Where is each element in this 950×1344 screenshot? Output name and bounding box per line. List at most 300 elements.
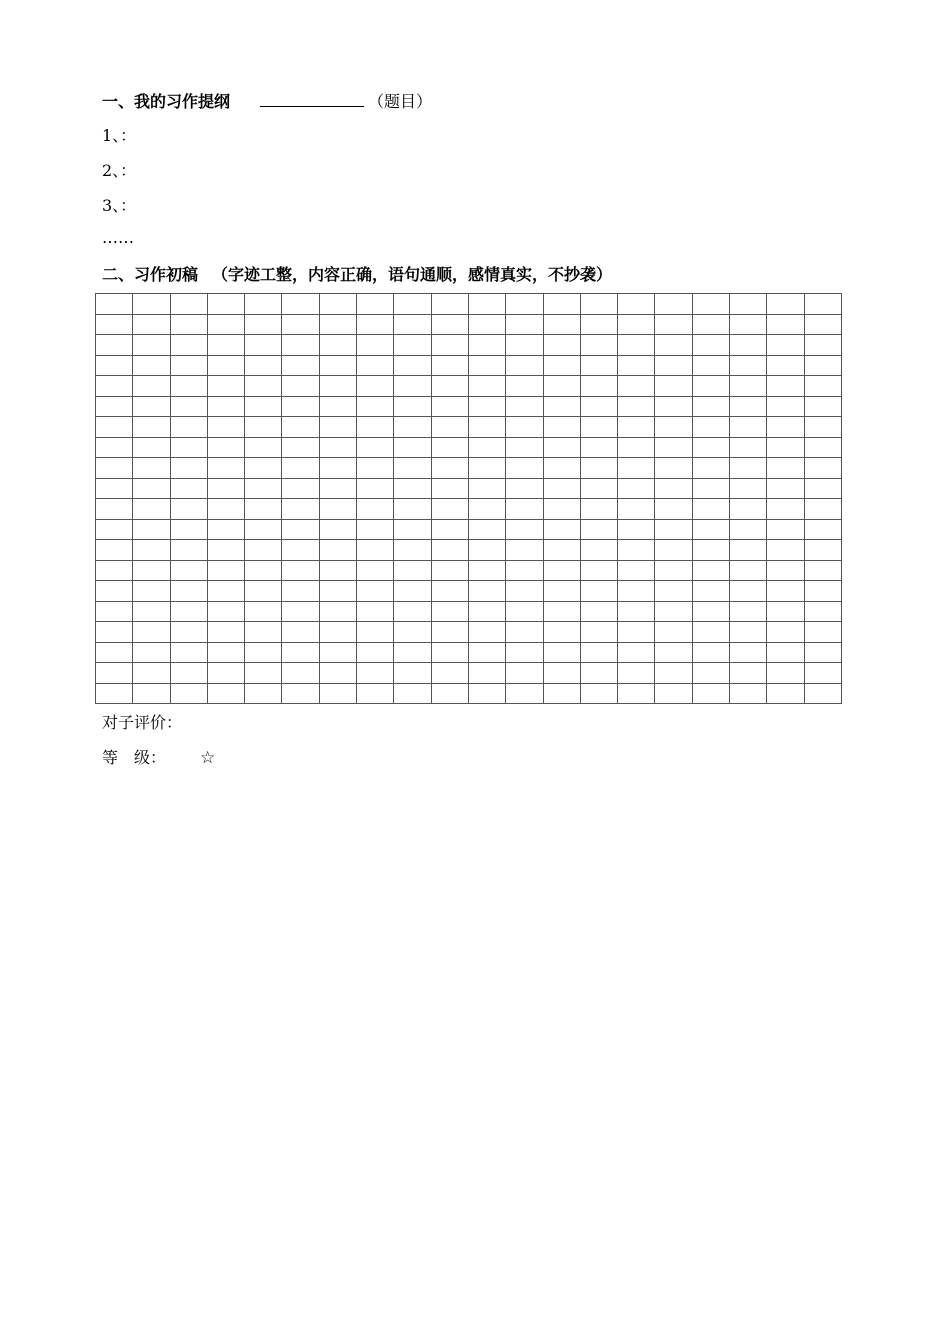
grid-cell[interactable]: [96, 294, 133, 315]
grid-cell[interactable]: [618, 335, 655, 356]
grid-cell[interactable]: [804, 396, 841, 417]
grid-cell[interactable]: [468, 560, 505, 581]
grid-cell[interactable]: [357, 294, 394, 315]
grid-cell[interactable]: [767, 314, 804, 335]
grid-cell[interactable]: [506, 458, 543, 479]
grid-cell[interactable]: [618, 560, 655, 581]
grid-cell[interactable]: [804, 437, 841, 458]
grid-cell[interactable]: [543, 601, 580, 622]
grid-cell[interactable]: [357, 683, 394, 704]
grid-cell[interactable]: [282, 294, 319, 315]
grid-cell[interactable]: [431, 335, 468, 356]
grid-cell[interactable]: [692, 663, 729, 684]
grid-cell[interactable]: [468, 294, 505, 315]
grid-cell[interactable]: [804, 601, 841, 622]
grid-cell[interactable]: [692, 417, 729, 438]
grid-cell[interactable]: [804, 540, 841, 561]
grid-cell[interactable]: [655, 478, 692, 499]
grid-cell[interactable]: [319, 683, 356, 704]
grid-cell[interactable]: [692, 335, 729, 356]
grid-cell[interactable]: [468, 437, 505, 458]
grid-cell[interactable]: [506, 294, 543, 315]
grid-cell[interactable]: [767, 335, 804, 356]
grid-cell[interactable]: [133, 683, 170, 704]
grid-cell[interactable]: [730, 396, 767, 417]
grid-cell[interactable]: [543, 437, 580, 458]
grid-cell[interactable]: [170, 622, 207, 643]
grid-cell[interactable]: [245, 540, 282, 561]
grid-cell[interactable]: [245, 458, 282, 479]
grid-cell[interactable]: [804, 683, 841, 704]
grid-cell[interactable]: [170, 581, 207, 602]
grid-cell[interactable]: [730, 335, 767, 356]
grid-cell[interactable]: [96, 642, 133, 663]
grid-cell[interactable]: [319, 642, 356, 663]
grid-cell[interactable]: [170, 601, 207, 622]
grid-cell[interactable]: [767, 622, 804, 643]
grid-cell[interactable]: [767, 396, 804, 417]
grid-cell[interactable]: [468, 396, 505, 417]
grid-cell[interactable]: [357, 642, 394, 663]
grid-cell[interactable]: [133, 335, 170, 356]
grid-cell[interactable]: [282, 396, 319, 417]
grid-cell[interactable]: [431, 355, 468, 376]
grid-cell[interactable]: [543, 622, 580, 643]
grid-cell[interactable]: [319, 540, 356, 561]
grid-cell[interactable]: [506, 622, 543, 643]
grid-cell[interactable]: [692, 540, 729, 561]
grid-cell[interactable]: [245, 683, 282, 704]
grid-cell[interactable]: [730, 601, 767, 622]
grid-cell[interactable]: [431, 581, 468, 602]
grid-cell[interactable]: [245, 560, 282, 581]
grid-cell[interactable]: [282, 581, 319, 602]
grid-cell[interactable]: [170, 663, 207, 684]
grid-cell[interactable]: [170, 294, 207, 315]
grid-cell[interactable]: [468, 663, 505, 684]
grid-cell[interactable]: [580, 560, 617, 581]
grid-cell[interactable]: [618, 499, 655, 520]
grid-cell[interactable]: [207, 663, 244, 684]
grid-cell[interactable]: [96, 355, 133, 376]
grid-cell[interactable]: [207, 458, 244, 479]
grid-cell[interactable]: [282, 437, 319, 458]
grid-cell[interactable]: [431, 478, 468, 499]
grid-cell[interactable]: [730, 622, 767, 643]
grid-cell[interactable]: [655, 581, 692, 602]
grid-cell[interactable]: [96, 396, 133, 417]
grid-cell[interactable]: [767, 499, 804, 520]
grid-cell[interactable]: [692, 294, 729, 315]
grid-cell[interactable]: [655, 376, 692, 397]
grid-cell[interactable]: [730, 478, 767, 499]
grid-cell[interactable]: [692, 458, 729, 479]
grid-cell[interactable]: [431, 499, 468, 520]
grid-cell[interactable]: [319, 622, 356, 643]
grid-cell[interactable]: [506, 355, 543, 376]
grid-cell[interactable]: [543, 540, 580, 561]
grid-cell[interactable]: [580, 335, 617, 356]
grid-cell[interactable]: [357, 560, 394, 581]
grid-cell[interactable]: [319, 376, 356, 397]
grid-cell[interactable]: [730, 417, 767, 438]
grid-cell[interactable]: [133, 540, 170, 561]
grid-cell[interactable]: [357, 478, 394, 499]
grid-cell[interactable]: [692, 396, 729, 417]
grid-cell[interactable]: [468, 499, 505, 520]
grid-cell[interactable]: [357, 601, 394, 622]
grid-cell[interactable]: [282, 376, 319, 397]
grid-cell[interactable]: [357, 519, 394, 540]
grid-cell[interactable]: [767, 601, 804, 622]
grid-cell[interactable]: [692, 601, 729, 622]
grid-cell[interactable]: [506, 417, 543, 438]
grid-cell[interactable]: [207, 396, 244, 417]
grid-cell[interactable]: [543, 458, 580, 479]
grid-cell[interactable]: [767, 581, 804, 602]
grid-cell[interactable]: [357, 396, 394, 417]
grid-cell[interactable]: [468, 314, 505, 335]
grid-cell[interactable]: [207, 314, 244, 335]
grid-cell[interactable]: [618, 458, 655, 479]
grid-cell[interactable]: [207, 376, 244, 397]
grid-cell[interactable]: [468, 458, 505, 479]
grid-cell[interactable]: [468, 581, 505, 602]
grid-cell[interactable]: [655, 540, 692, 561]
grid-cell[interactable]: [804, 581, 841, 602]
grid-cell[interactable]: [580, 499, 617, 520]
grid-cell[interactable]: [319, 663, 356, 684]
grid-cell[interactable]: [655, 396, 692, 417]
grid-cell[interactable]: [730, 294, 767, 315]
grid-cell[interactable]: [170, 540, 207, 561]
grid-cell[interactable]: [357, 376, 394, 397]
grid-cell[interactable]: [804, 335, 841, 356]
grid-cell[interactable]: [580, 355, 617, 376]
grid-cell[interactable]: [394, 560, 431, 581]
grid-cell[interactable]: [730, 458, 767, 479]
grid-cell[interactable]: [319, 335, 356, 356]
grid-cell[interactable]: [394, 437, 431, 458]
grid-cell[interactable]: [245, 663, 282, 684]
grid-cell[interactable]: [133, 663, 170, 684]
grid-cell[interactable]: [543, 499, 580, 520]
grid-cell[interactable]: [357, 314, 394, 335]
grid-cell[interactable]: [804, 478, 841, 499]
grid-cell[interactable]: [207, 560, 244, 581]
grid-cell[interactable]: [543, 396, 580, 417]
grid-cell[interactable]: [431, 437, 468, 458]
grid-cell[interactable]: [133, 437, 170, 458]
grid-cell[interactable]: [468, 355, 505, 376]
grid-cell[interactable]: [170, 642, 207, 663]
grid-cell[interactable]: [357, 663, 394, 684]
grid-cell[interactable]: [767, 540, 804, 561]
grid-cell[interactable]: [804, 642, 841, 663]
grid-cell[interactable]: [431, 642, 468, 663]
grid-cell[interactable]: [357, 335, 394, 356]
grid-cell[interactable]: [543, 376, 580, 397]
grid-cell[interactable]: [96, 540, 133, 561]
grid-cell[interactable]: [692, 683, 729, 704]
grid-cell[interactable]: [618, 294, 655, 315]
grid-cell[interactable]: [133, 376, 170, 397]
grid-cell[interactable]: [207, 601, 244, 622]
grid-cell[interactable]: [319, 458, 356, 479]
grid-cell[interactable]: [245, 437, 282, 458]
grid-cell[interactable]: [207, 540, 244, 561]
grid-cell[interactable]: [170, 417, 207, 438]
grid-cell[interactable]: [580, 376, 617, 397]
grid-cell[interactable]: [804, 314, 841, 335]
grid-cell[interactable]: [804, 519, 841, 540]
grid-cell[interactable]: [245, 396, 282, 417]
grid-cell[interactable]: [506, 683, 543, 704]
grid-cell[interactable]: [543, 581, 580, 602]
grid-cell[interactable]: [692, 519, 729, 540]
grid-cell[interactable]: [431, 458, 468, 479]
grid-cell[interactable]: [394, 622, 431, 643]
grid-cell[interactable]: [96, 601, 133, 622]
grid-cell[interactable]: [767, 642, 804, 663]
grid-cell[interactable]: [506, 314, 543, 335]
grid-cell[interactable]: [655, 642, 692, 663]
grid-cell[interactable]: [394, 478, 431, 499]
grid-cell[interactable]: [655, 355, 692, 376]
grid-cell[interactable]: [133, 560, 170, 581]
grid-cell[interactable]: [207, 478, 244, 499]
grid-cell[interactable]: [207, 519, 244, 540]
grid-cell[interactable]: [655, 601, 692, 622]
grid-cell[interactable]: [730, 683, 767, 704]
grid-cell[interactable]: [170, 519, 207, 540]
grid-cell[interactable]: [394, 294, 431, 315]
grid-cell[interactable]: [767, 478, 804, 499]
grid-cell[interactable]: [282, 335, 319, 356]
grid-cell[interactable]: [357, 622, 394, 643]
grid-cell[interactable]: [730, 376, 767, 397]
grid-cell[interactable]: [319, 581, 356, 602]
grid-cell[interactable]: [730, 499, 767, 520]
grid-cell[interactable]: [506, 540, 543, 561]
grid-cell[interactable]: [319, 601, 356, 622]
grid-cell[interactable]: [767, 663, 804, 684]
grid-cell[interactable]: [133, 458, 170, 479]
grid-cell[interactable]: [618, 540, 655, 561]
grid-cell[interactable]: [431, 663, 468, 684]
grid-cell[interactable]: [618, 376, 655, 397]
grid-cell[interactable]: [804, 294, 841, 315]
grid-cell[interactable]: [506, 376, 543, 397]
grid-cell[interactable]: [96, 560, 133, 581]
grid-cell[interactable]: [655, 622, 692, 643]
grid-cell[interactable]: [618, 642, 655, 663]
grid-cell[interactable]: [655, 683, 692, 704]
grid-cell[interactable]: [96, 437, 133, 458]
grid-cell[interactable]: [506, 396, 543, 417]
grid-cell[interactable]: [543, 335, 580, 356]
grid-cell[interactable]: [431, 622, 468, 643]
grid-cell[interactable]: [245, 294, 282, 315]
grid-cell[interactable]: [580, 540, 617, 561]
grid-cell[interactable]: [133, 294, 170, 315]
grid-cell[interactable]: [319, 396, 356, 417]
grid-cell[interactable]: [655, 314, 692, 335]
grid-cell[interactable]: [133, 478, 170, 499]
grid-cell[interactable]: [543, 663, 580, 684]
grid-cell[interactable]: [282, 663, 319, 684]
grid-cell[interactable]: [357, 437, 394, 458]
grid-cell[interactable]: [96, 478, 133, 499]
grid-cell[interactable]: [282, 499, 319, 520]
grid-cell[interactable]: [506, 499, 543, 520]
grid-cell[interactable]: [431, 519, 468, 540]
star-icon[interactable]: ☆: [200, 748, 216, 768]
grid-cell[interactable]: [804, 458, 841, 479]
grid-cell[interactable]: [282, 601, 319, 622]
grid-cell[interactable]: [543, 355, 580, 376]
grid-cell[interactable]: [282, 314, 319, 335]
grid-cell[interactable]: [543, 560, 580, 581]
grid-cell[interactable]: [692, 314, 729, 335]
grid-cell[interactable]: [468, 478, 505, 499]
grid-cell[interactable]: [655, 294, 692, 315]
grid-cell[interactable]: [730, 314, 767, 335]
grid-cell[interactable]: [468, 540, 505, 561]
grid-cell[interactable]: [170, 499, 207, 520]
grid-cell[interactable]: [357, 499, 394, 520]
grid-cell[interactable]: [543, 417, 580, 438]
grid-cell[interactable]: [580, 396, 617, 417]
grid-cell[interactable]: [96, 417, 133, 438]
grid-cell[interactable]: [394, 314, 431, 335]
grid-cell[interactable]: [96, 314, 133, 335]
grid-cell[interactable]: [468, 601, 505, 622]
grid-cell[interactable]: [730, 540, 767, 561]
grid-cell[interactable]: [580, 314, 617, 335]
grid-cell[interactable]: [730, 663, 767, 684]
grid-cell[interactable]: [580, 683, 617, 704]
grid-cell[interactable]: [245, 355, 282, 376]
grid-cell[interactable]: [580, 663, 617, 684]
grid-cell[interactable]: [506, 335, 543, 356]
grid-cell[interactable]: [506, 560, 543, 581]
grid-cell[interactable]: [506, 519, 543, 540]
grid-cell[interactable]: [207, 437, 244, 458]
grid-cell[interactable]: [133, 581, 170, 602]
grid-cell[interactable]: [655, 417, 692, 438]
grid-cell[interactable]: [618, 581, 655, 602]
grid-cell[interactable]: [394, 396, 431, 417]
grid-cell[interactable]: [468, 335, 505, 356]
grid-cell[interactable]: [618, 683, 655, 704]
grid-cell[interactable]: [767, 437, 804, 458]
grid-cell[interactable]: [245, 417, 282, 438]
grid-cell[interactable]: [282, 519, 319, 540]
grid-cell[interactable]: [618, 601, 655, 622]
grid-cell[interactable]: [506, 642, 543, 663]
grid-cell[interactable]: [767, 417, 804, 438]
grid-cell[interactable]: [207, 294, 244, 315]
grid-cell[interactable]: [692, 560, 729, 581]
grid-cell[interactable]: [319, 437, 356, 458]
grid-cell[interactable]: [319, 499, 356, 520]
grid-cell[interactable]: [767, 355, 804, 376]
grid-cell[interactable]: [96, 376, 133, 397]
grid-cell[interactable]: [730, 437, 767, 458]
grid-cell[interactable]: [207, 355, 244, 376]
grid-cell[interactable]: [655, 335, 692, 356]
grid-cell[interactable]: [431, 540, 468, 561]
grid-cell[interactable]: [692, 478, 729, 499]
grid-cell[interactable]: [580, 294, 617, 315]
grid-cell[interactable]: [96, 581, 133, 602]
grid-cell[interactable]: [282, 683, 319, 704]
title-blank-line[interactable]: [260, 90, 364, 107]
grid-cell[interactable]: [506, 601, 543, 622]
grid-cell[interactable]: [207, 335, 244, 356]
grid-cell[interactable]: [394, 499, 431, 520]
grid-cell[interactable]: [170, 355, 207, 376]
grid-cell[interactable]: [506, 663, 543, 684]
grid-cell[interactable]: [655, 519, 692, 540]
grid-cell[interactable]: [170, 376, 207, 397]
grid-cell[interactable]: [468, 417, 505, 438]
grid-cell[interactable]: [618, 519, 655, 540]
grid-cell[interactable]: [655, 437, 692, 458]
grid-cell[interactable]: [282, 540, 319, 561]
grid-cell[interactable]: [170, 683, 207, 704]
grid-cell[interactable]: [730, 355, 767, 376]
grid-cell[interactable]: [692, 499, 729, 520]
grid-cell[interactable]: [319, 519, 356, 540]
grid-cell[interactable]: [804, 622, 841, 643]
grid-cell[interactable]: [767, 560, 804, 581]
grid-cell[interactable]: [133, 622, 170, 643]
grid-cell[interactable]: [282, 560, 319, 581]
grid-cell[interactable]: [730, 519, 767, 540]
grid-cell[interactable]: [394, 581, 431, 602]
grid-cell[interactable]: [133, 601, 170, 622]
grid-cell[interactable]: [767, 376, 804, 397]
grid-cell[interactable]: [245, 601, 282, 622]
grid-cell[interactable]: [580, 581, 617, 602]
grid-cell[interactable]: [207, 622, 244, 643]
grid-cell[interactable]: [357, 355, 394, 376]
grid-cell[interactable]: [468, 642, 505, 663]
grid-cell[interactable]: [96, 622, 133, 643]
grid-cell[interactable]: [580, 601, 617, 622]
grid-cell[interactable]: [319, 314, 356, 335]
grid-cell[interactable]: [468, 519, 505, 540]
grid-cell[interactable]: [692, 437, 729, 458]
grid-cell[interactable]: [207, 499, 244, 520]
grid-cell[interactable]: [357, 458, 394, 479]
grid-cell[interactable]: [767, 458, 804, 479]
grid-cell[interactable]: [96, 663, 133, 684]
grid-cell[interactable]: [618, 417, 655, 438]
grid-cell[interactable]: [96, 335, 133, 356]
grid-cell[interactable]: [96, 683, 133, 704]
grid-cell[interactable]: [394, 458, 431, 479]
grid-cell[interactable]: [394, 540, 431, 561]
grid-cell[interactable]: [394, 642, 431, 663]
grid-cell[interactable]: [133, 417, 170, 438]
grid-cell[interactable]: [655, 458, 692, 479]
grid-cell[interactable]: [207, 581, 244, 602]
grid-cell[interactable]: [804, 663, 841, 684]
grid-cell[interactable]: [580, 519, 617, 540]
